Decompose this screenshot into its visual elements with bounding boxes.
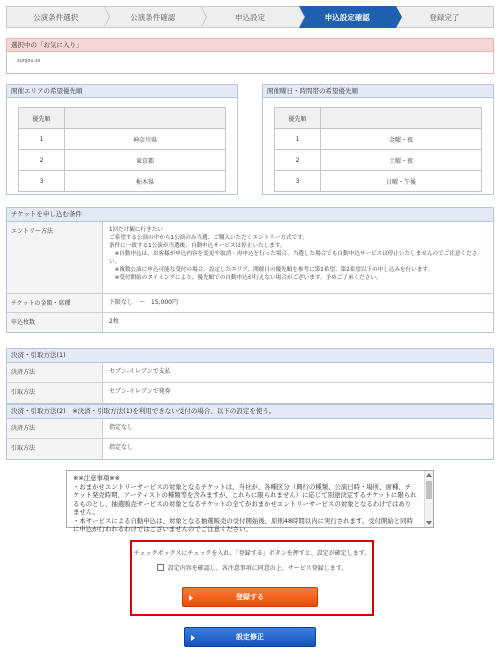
ticket-conditions-title: チケットを申し込む条件	[7, 208, 493, 222]
step-label: 申込設定確認	[324, 12, 370, 22]
notice-line: ・本サービスによる自動申込は、対象となる抽選販売の受付開始後、原則48時間以内に実行されます。受付開始と同時に申込が行われるわけではございませんのでご注意ください。	[73, 516, 413, 533]
scroll-thumb[interactable]	[426, 481, 432, 499]
entry-method-value	[103, 222, 493, 293]
payment2-pickup-row	[7, 439, 493, 459]
rank-cell: 1	[275, 129, 321, 150]
name-header	[65, 108, 226, 129]
pay-method-label: 決済方法	[7, 419, 103, 438]
time-priority-title: 開催曜日・時間帯の希望優先順	[263, 85, 493, 98]
pickup-method-label: 引取方法	[7, 439, 103, 459]
pickup-method-label: 引取方法	[7, 383, 103, 403]
confirm-panel	[130, 540, 374, 616]
payment2-title: 決済・引取方法(2) ※決済・引取方法(1)を利用できない受付の場合、以下の設定を使う。	[7, 405, 493, 419]
step-label: 公演条件確認	[130, 12, 176, 22]
entry-line: ※複数公演に申込可能な受付の場合、設定したエリア、開催日の優先順を参考に第1希望、第2希望以下の申し込みを行います。	[109, 267, 434, 273]
rank-cell: 3	[19, 171, 65, 192]
favorite-title: 選択中の「お気に入り」	[7, 39, 493, 52]
price-row	[7, 294, 493, 313]
pickup-method-value: セブン-イレブンで発券	[109, 388, 171, 395]
progress-steps	[6, 6, 494, 28]
entry-method-label: エントリー方法	[7, 222, 103, 293]
entry-line: ご希望する公演の中から1公演のみ当選、ご購入いただくエントリー方式です。	[109, 235, 308, 241]
table-row	[19, 150, 226, 171]
entry-method-row	[7, 222, 493, 294]
time-cell: 土曜・夜	[321, 150, 482, 171]
payment1-pickup-row	[7, 383, 493, 403]
notice-line: ※※注意事項※※	[73, 474, 120, 482]
step-complete	[396, 6, 494, 28]
pay-method-value: 指定なし	[109, 424, 134, 431]
rank-cell: 3	[275, 171, 321, 192]
payment2-panel	[6, 404, 494, 460]
table-row	[19, 129, 226, 150]
area-cell: 栃木県	[65, 171, 226, 192]
name-header	[321, 108, 482, 129]
favorite-panel	[6, 38, 494, 74]
register-button[interactable]	[182, 587, 318, 607]
time-cell: 金曜・夜	[321, 129, 482, 150]
agree-label[interactable]: 設定内容を確認し、各注意事項に同意の上、サービス登録します。	[167, 565, 348, 572]
step-label: 公演条件選択	[33, 12, 79, 22]
pay-method-value: セブン-イレブンで支払	[109, 368, 171, 375]
table-row	[275, 171, 482, 192]
ticket-conditions-panel	[6, 207, 494, 333]
favorite-value: sunjou.ss	[17, 58, 41, 64]
entry-line: 条件に一致する1公演が当選後、自動申込サービスは停止いたします。	[109, 243, 286, 249]
notice-scroll-box[interactable]	[66, 470, 434, 533]
area-cell: 東京都	[65, 150, 226, 171]
entry-line: 1回だけ観に行きたい	[109, 227, 163, 233]
rank-cell: 2	[19, 150, 65, 171]
scroll-down-icon[interactable]	[426, 521, 432, 525]
table-row	[275, 129, 482, 150]
pay-method-label: 決済方法	[7, 363, 103, 382]
confirm-instruction: チェックボックスにチェックを入れ、「登録する」ボタンを押すと、設定が確定します。	[133, 550, 371, 557]
register-button-label: 登録する	[236, 593, 264, 601]
agree-row[interactable]	[132, 563, 372, 572]
rank-cell: 2	[275, 150, 321, 171]
edit-settings-label: 設定修正	[236, 633, 264, 641]
price-value: 下限なし 〜 15,000円	[109, 299, 178, 306]
area-priority-title: 開催エリアの希望優先順	[7, 85, 237, 98]
pickup-method-value: 指定なし	[109, 444, 134, 451]
step-apply-setting	[201, 6, 298, 28]
step-condition-confirm	[104, 6, 201, 28]
arrow-right-icon	[191, 635, 195, 641]
rank-header: 優先順	[19, 108, 65, 129]
table-header-row	[19, 108, 226, 129]
time-priority-table	[274, 107, 482, 192]
notice-line: ・おまかせエントリーサービスの対象となるチケットは、当社が、各種区分（興行の種類、公演日時・場所、席種、チケット発売時期、アーティストの種類等を含みますが、これらに限られません）に応じて別途決定するチケットに限られるものとし、抽選販売サービスの対象となるチケットの全てがおまかせエントリーサービスの対象となるわけではありません。	[73, 482, 417, 516]
entry-line: ※受付開始のタイミングにより、優先順での自動申込が行えない場合がございます。予めご了承ください。	[109, 275, 382, 281]
count-row	[7, 313, 493, 332]
table-header-row	[275, 108, 482, 129]
payment1-panel	[6, 348, 494, 404]
edit-settings-button[interactable]	[184, 627, 316, 647]
step-label: 申込設定	[235, 12, 265, 22]
agree-checkbox[interactable]	[157, 564, 164, 571]
rank-cell: 1	[19, 129, 65, 150]
step-apply-confirm	[299, 6, 396, 28]
step-label: 登録完了	[429, 12, 460, 22]
entry-line: ※自動申込は、お客様が申込内容を変更や取消・再申込を行った場合、当選した場合でも自動申込サービスは停止いたしませんのでご注意ください。	[109, 251, 478, 265]
payment2-pay-row	[7, 419, 493, 439]
table-row	[275, 150, 482, 171]
payment1-title: 決済・引取方法(1)	[7, 349, 493, 363]
time-cell: 日曜・午後	[321, 171, 482, 192]
arrow-right-icon	[189, 595, 193, 601]
area-cell: 神奈川県	[65, 129, 226, 150]
rank-header: 優先順	[275, 108, 321, 129]
step-condition-select	[6, 6, 104, 28]
count-value: 2枚	[109, 318, 119, 325]
price-label: チケットの金額・席種	[7, 294, 103, 312]
count-label: 申込枚数	[7, 313, 103, 332]
table-row	[19, 171, 226, 192]
payment1-pay-row	[7, 363, 493, 383]
area-priority-table	[18, 107, 226, 192]
notice-scrollbar[interactable]	[424, 471, 433, 527]
scroll-up-icon[interactable]	[426, 473, 432, 477]
